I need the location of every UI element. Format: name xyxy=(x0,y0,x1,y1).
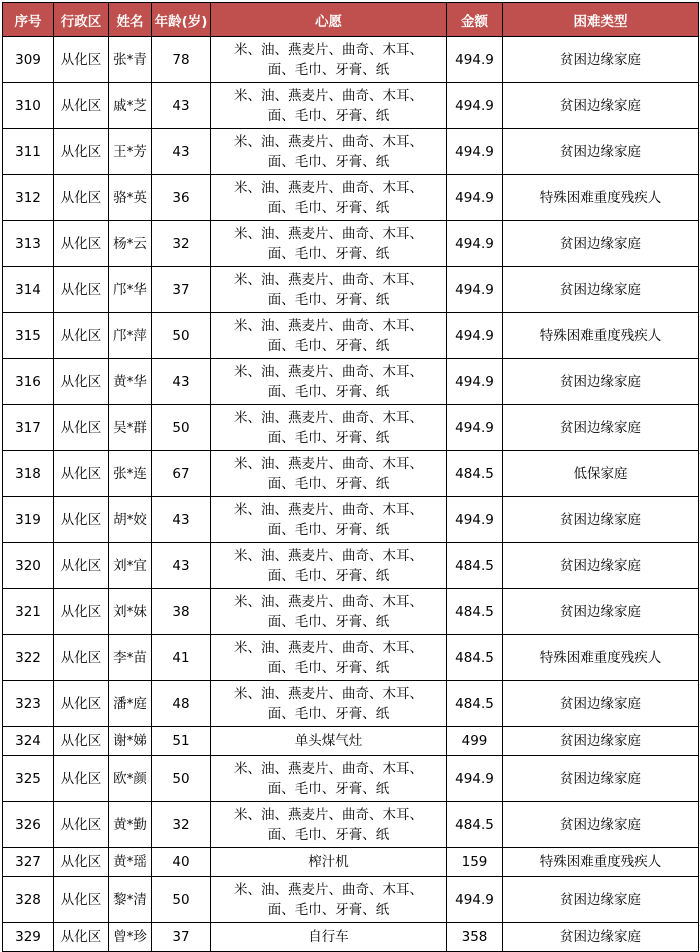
cell-age: 40 xyxy=(152,848,211,877)
cell-wish xyxy=(211,313,447,359)
cell-wish xyxy=(211,681,447,727)
cell-district: 从化区 xyxy=(54,756,109,802)
cell-amount: 494.9 xyxy=(447,83,503,129)
wish-line: 米、油、燕麦片、曲奇、木耳、 xyxy=(234,409,423,426)
wish-line: 米、油、燕麦片、曲奇、木耳、 xyxy=(234,41,423,58)
cell-age: 43 xyxy=(152,359,211,405)
cell-name: 谢*娣 xyxy=(109,727,152,756)
cell-amount: 484.5 xyxy=(447,589,503,635)
cell-amount: 494.9 xyxy=(447,221,503,267)
cell-type: 贫困边缘家庭 xyxy=(503,589,699,635)
cell-wish xyxy=(211,83,447,129)
cell-type: 贫困边缘家庭 xyxy=(503,497,699,543)
cell-wish xyxy=(211,451,447,497)
wish-line: 单头煤气灶 xyxy=(294,733,363,749)
wish-line: 面、毛巾、牙膏、纸 xyxy=(267,429,390,446)
header-name: 姓名 xyxy=(109,3,152,37)
wish-line: 米、油、燕麦片、曲奇、木耳、 xyxy=(234,685,423,702)
cell-amount: 159 xyxy=(447,848,503,877)
cell-type: 贫困边缘家庭 xyxy=(503,359,699,405)
wish-line: 面、毛巾、牙膏、纸 xyxy=(267,901,390,918)
cell-age: 41 xyxy=(152,635,211,681)
cell-amount: 494.9 xyxy=(447,267,503,313)
wish-line: 米、油、燕麦片、曲奇、木耳、 xyxy=(234,179,423,196)
cell-type: 特殊困难重度残疾人 xyxy=(503,635,699,681)
cell-no: 326 xyxy=(3,802,54,848)
cell-district: 从化区 xyxy=(54,848,109,877)
wish-line: 米、油、燕麦片、曲奇、木耳、 xyxy=(234,317,423,334)
cell-type: 贫困边缘家庭 xyxy=(503,37,699,83)
wish-line: 面、毛巾、牙膏、纸 xyxy=(267,613,390,630)
cell-name: 胡*姣 xyxy=(109,497,152,543)
table-body xyxy=(3,37,699,952)
cell-district: 从化区 xyxy=(54,313,109,359)
cell-wish xyxy=(211,405,447,451)
table-row xyxy=(3,681,699,727)
cell-district: 从化区 xyxy=(54,681,109,727)
cell-amount: 494.9 xyxy=(447,37,503,83)
header-no: 序号 xyxy=(3,3,54,37)
cell-age: 36 xyxy=(152,175,211,221)
cell-district: 从化区 xyxy=(54,83,109,129)
cell-type: 贫困边缘家庭 xyxy=(503,83,699,129)
wish-line: 面、毛巾、牙膏、纸 xyxy=(267,61,390,78)
cell-wish xyxy=(211,175,447,221)
wish-line: 米、油、燕麦片、曲奇、木耳、 xyxy=(234,593,423,610)
cell-district: 从化区 xyxy=(54,129,109,175)
cell-age: 38 xyxy=(152,589,211,635)
cell-type: 特殊困难重度残疾人 xyxy=(503,313,699,359)
wish-line: 面、毛巾、牙膏、纸 xyxy=(267,567,390,584)
wish-line: 米、油、燕麦片、曲奇、木耳、 xyxy=(234,455,423,472)
cell-name: 刘*妹 xyxy=(109,589,152,635)
wish-line: 米、油、燕麦片、曲奇、木耳、 xyxy=(234,363,423,380)
cell-age: 32 xyxy=(152,802,211,848)
cell-name: 黄*勤 xyxy=(109,802,152,848)
wish-line: 面、毛巾、牙膏、纸 xyxy=(267,521,390,538)
table-row xyxy=(3,589,699,635)
wish-line: 米、油、燕麦片、曲奇、木耳、 xyxy=(234,881,423,898)
cell-age: 78 xyxy=(152,37,211,83)
cell-type: 贫困边缘家庭 xyxy=(503,267,699,313)
cell-age: 37 xyxy=(152,923,211,952)
cell-type: 贫困边缘家庭 xyxy=(503,727,699,756)
cell-type: 特殊困难重度残疾人 xyxy=(503,175,699,221)
cell-wish xyxy=(211,727,447,756)
cell-type: 贫困边缘家庭 xyxy=(503,923,699,952)
wish-line: 面、毛巾、牙膏、纸 xyxy=(267,383,390,400)
table-row xyxy=(3,756,699,802)
cell-wish xyxy=(211,756,447,802)
cell-age: 50 xyxy=(152,313,211,359)
wish-line: 米、油、燕麦片、曲奇、木耳、 xyxy=(234,501,423,518)
header-row xyxy=(3,3,699,37)
cell-amount: 484.5 xyxy=(447,681,503,727)
cell-no: 309 xyxy=(3,37,54,83)
cell-amount: 494.9 xyxy=(447,497,503,543)
cell-name: 杨*云 xyxy=(109,221,152,267)
cell-type: 贫困边缘家庭 xyxy=(503,129,699,175)
header-age: 年龄(岁) xyxy=(152,3,211,37)
cell-district: 从化区 xyxy=(54,405,109,451)
table-row xyxy=(3,848,699,877)
table-row xyxy=(3,313,699,359)
cell-no: 311 xyxy=(3,129,54,175)
cell-district: 从化区 xyxy=(54,802,109,848)
wish-line: 面、毛巾、牙膏、纸 xyxy=(267,826,390,843)
table-row xyxy=(3,497,699,543)
cell-wish xyxy=(211,543,447,589)
cell-wish xyxy=(211,802,447,848)
cell-no: 310 xyxy=(3,83,54,129)
cell-name: 邝*萍 xyxy=(109,313,152,359)
cell-no: 328 xyxy=(3,877,54,923)
cell-no: 325 xyxy=(3,756,54,802)
cell-age: 32 xyxy=(152,221,211,267)
table-row xyxy=(3,405,699,451)
cell-name: 刘*宜 xyxy=(109,543,152,589)
cell-amount: 494.9 xyxy=(447,129,503,175)
cell-amount: 494.9 xyxy=(447,175,503,221)
wish-line: 自行车 xyxy=(308,929,349,945)
table-row xyxy=(3,635,699,681)
wish-line: 米、油、燕麦片、曲奇、木耳、 xyxy=(234,87,423,104)
table-row xyxy=(3,923,699,952)
cell-amount: 484.5 xyxy=(447,451,503,497)
cell-name: 欧*颜 xyxy=(109,756,152,802)
table-row xyxy=(3,451,699,497)
cell-type: 贫困边缘家庭 xyxy=(503,405,699,451)
table-row xyxy=(3,802,699,848)
cell-no: 315 xyxy=(3,313,54,359)
cell-type: 贫困边缘家庭 xyxy=(503,543,699,589)
cell-no: 316 xyxy=(3,359,54,405)
cell-age: 51 xyxy=(152,727,211,756)
cell-wish xyxy=(211,635,447,681)
cell-district: 从化区 xyxy=(54,543,109,589)
wish-line: 米、油、燕麦片、曲奇、木耳、 xyxy=(234,547,423,564)
cell-age: 48 xyxy=(152,681,211,727)
wish-line: 米、油、燕麦片、曲奇、木耳、 xyxy=(234,225,423,242)
cell-age: 50 xyxy=(152,405,211,451)
wish-line: 米、油、燕麦片、曲奇、木耳、 xyxy=(234,806,423,823)
header-type: 困难类型 xyxy=(503,3,699,37)
table-row xyxy=(3,359,699,405)
table-row xyxy=(3,727,699,756)
cell-amount: 494.9 xyxy=(447,405,503,451)
cell-district: 从化区 xyxy=(54,727,109,756)
cell-amount: 494.9 xyxy=(447,756,503,802)
cell-name: 张*连 xyxy=(109,451,152,497)
cell-district: 从化区 xyxy=(54,877,109,923)
cell-no: 322 xyxy=(3,635,54,681)
table-row xyxy=(3,83,699,129)
cell-name: 邝*华 xyxy=(109,267,152,313)
cell-type: 贫困边缘家庭 xyxy=(503,221,699,267)
cell-wish xyxy=(211,129,447,175)
cell-amount: 499 xyxy=(447,727,503,756)
wish-table xyxy=(2,2,699,952)
cell-no: 317 xyxy=(3,405,54,451)
cell-age: 43 xyxy=(152,129,211,175)
wish-line: 面、毛巾、牙膏、纸 xyxy=(267,291,390,308)
cell-type: 贫困边缘家庭 xyxy=(503,802,699,848)
cell-no: 319 xyxy=(3,497,54,543)
wish-line: 米、油、燕麦片、曲奇、木耳、 xyxy=(234,760,423,777)
wish-line: 榨汁机 xyxy=(308,854,349,870)
wish-line: 米、油、燕麦片、曲奇、木耳、 xyxy=(234,639,423,656)
cell-wish xyxy=(211,923,447,952)
cell-name: 潘*庭 xyxy=(109,681,152,727)
cell-no: 323 xyxy=(3,681,54,727)
cell-type: 贫困边缘家庭 xyxy=(503,681,699,727)
table-row xyxy=(3,221,699,267)
wish-line: 面、毛巾、牙膏、纸 xyxy=(267,475,390,492)
cell-district: 从化区 xyxy=(54,37,109,83)
cell-amount: 484.5 xyxy=(447,543,503,589)
wish-line: 面、毛巾、牙膏、纸 xyxy=(267,337,390,354)
cell-wish xyxy=(211,267,447,313)
cell-no: 327 xyxy=(3,848,54,877)
cell-wish xyxy=(211,848,447,877)
table-row xyxy=(3,129,699,175)
cell-type: 贫困边缘家庭 xyxy=(503,877,699,923)
cell-district: 从化区 xyxy=(54,635,109,681)
header-amount: 金额 xyxy=(447,3,503,37)
cell-no: 314 xyxy=(3,267,54,313)
cell-age: 43 xyxy=(152,543,211,589)
cell-district: 从化区 xyxy=(54,221,109,267)
cell-amount: 484.5 xyxy=(447,635,503,681)
wish-line: 面、毛巾、牙膏、纸 xyxy=(267,153,390,170)
cell-no: 329 xyxy=(3,923,54,952)
cell-wish xyxy=(211,589,447,635)
cell-district: 从化区 xyxy=(54,175,109,221)
cell-district: 从化区 xyxy=(54,589,109,635)
wish-line: 面、毛巾、牙膏、纸 xyxy=(267,199,390,216)
cell-age: 50 xyxy=(152,877,211,923)
cell-wish xyxy=(211,359,447,405)
wish-line: 米、油、燕麦片、曲奇、木耳、 xyxy=(234,271,423,288)
cell-age: 67 xyxy=(152,451,211,497)
header-district: 行政区 xyxy=(54,3,109,37)
cell-amount: 358 xyxy=(447,923,503,952)
header-wish: 心愿 xyxy=(211,3,447,37)
cell-age: 37 xyxy=(152,267,211,313)
wish-line: 面、毛巾、牙膏、纸 xyxy=(267,245,390,262)
wish-line: 面、毛巾、牙膏、纸 xyxy=(267,705,390,722)
cell-age: 43 xyxy=(152,497,211,543)
cell-district: 从化区 xyxy=(54,359,109,405)
cell-district: 从化区 xyxy=(54,923,109,952)
cell-name: 吴*群 xyxy=(109,405,152,451)
cell-amount: 484.5 xyxy=(447,802,503,848)
cell-district: 从化区 xyxy=(54,451,109,497)
cell-name: 戚*芝 xyxy=(109,83,152,129)
table-row xyxy=(3,877,699,923)
cell-no: 312 xyxy=(3,175,54,221)
cell-no: 321 xyxy=(3,589,54,635)
cell-name: 黎*清 xyxy=(109,877,152,923)
cell-name: 曾*珍 xyxy=(109,923,152,952)
table-row xyxy=(3,37,699,83)
cell-type: 特殊困难重度残疾人 xyxy=(503,848,699,877)
cell-no: 318 xyxy=(3,451,54,497)
cell-name: 黄*华 xyxy=(109,359,152,405)
table-row xyxy=(3,543,699,589)
cell-age: 43 xyxy=(152,83,211,129)
cell-type: 低保家庭 xyxy=(503,451,699,497)
cell-name: 黄*瑶 xyxy=(109,848,152,877)
table-row xyxy=(3,175,699,221)
cell-wish xyxy=(211,877,447,923)
wish-line: 面、毛巾、牙膏、纸 xyxy=(267,107,390,124)
cell-amount: 494.9 xyxy=(447,359,503,405)
cell-name: 王*芳 xyxy=(109,129,152,175)
cell-no: 313 xyxy=(3,221,54,267)
cell-name: 骆*英 xyxy=(109,175,152,221)
wish-line: 面、毛巾、牙膏、纸 xyxy=(267,659,390,676)
cell-district: 从化区 xyxy=(54,497,109,543)
cell-no: 324 xyxy=(3,727,54,756)
cell-district: 从化区 xyxy=(54,267,109,313)
cell-wish xyxy=(211,221,447,267)
cell-age: 50 xyxy=(152,756,211,802)
cell-amount: 494.9 xyxy=(447,313,503,359)
cell-name: 张*青 xyxy=(109,37,152,83)
wish-line: 面、毛巾、牙膏、纸 xyxy=(267,780,390,797)
cell-wish xyxy=(211,37,447,83)
cell-amount: 494.9 xyxy=(447,877,503,923)
cell-wish xyxy=(211,497,447,543)
cell-no: 320 xyxy=(3,543,54,589)
wish-line: 米、油、燕麦片、曲奇、木耳、 xyxy=(234,133,423,150)
cell-type: 贫困边缘家庭 xyxy=(503,756,699,802)
cell-name: 李*苗 xyxy=(109,635,152,681)
table-row xyxy=(3,267,699,313)
